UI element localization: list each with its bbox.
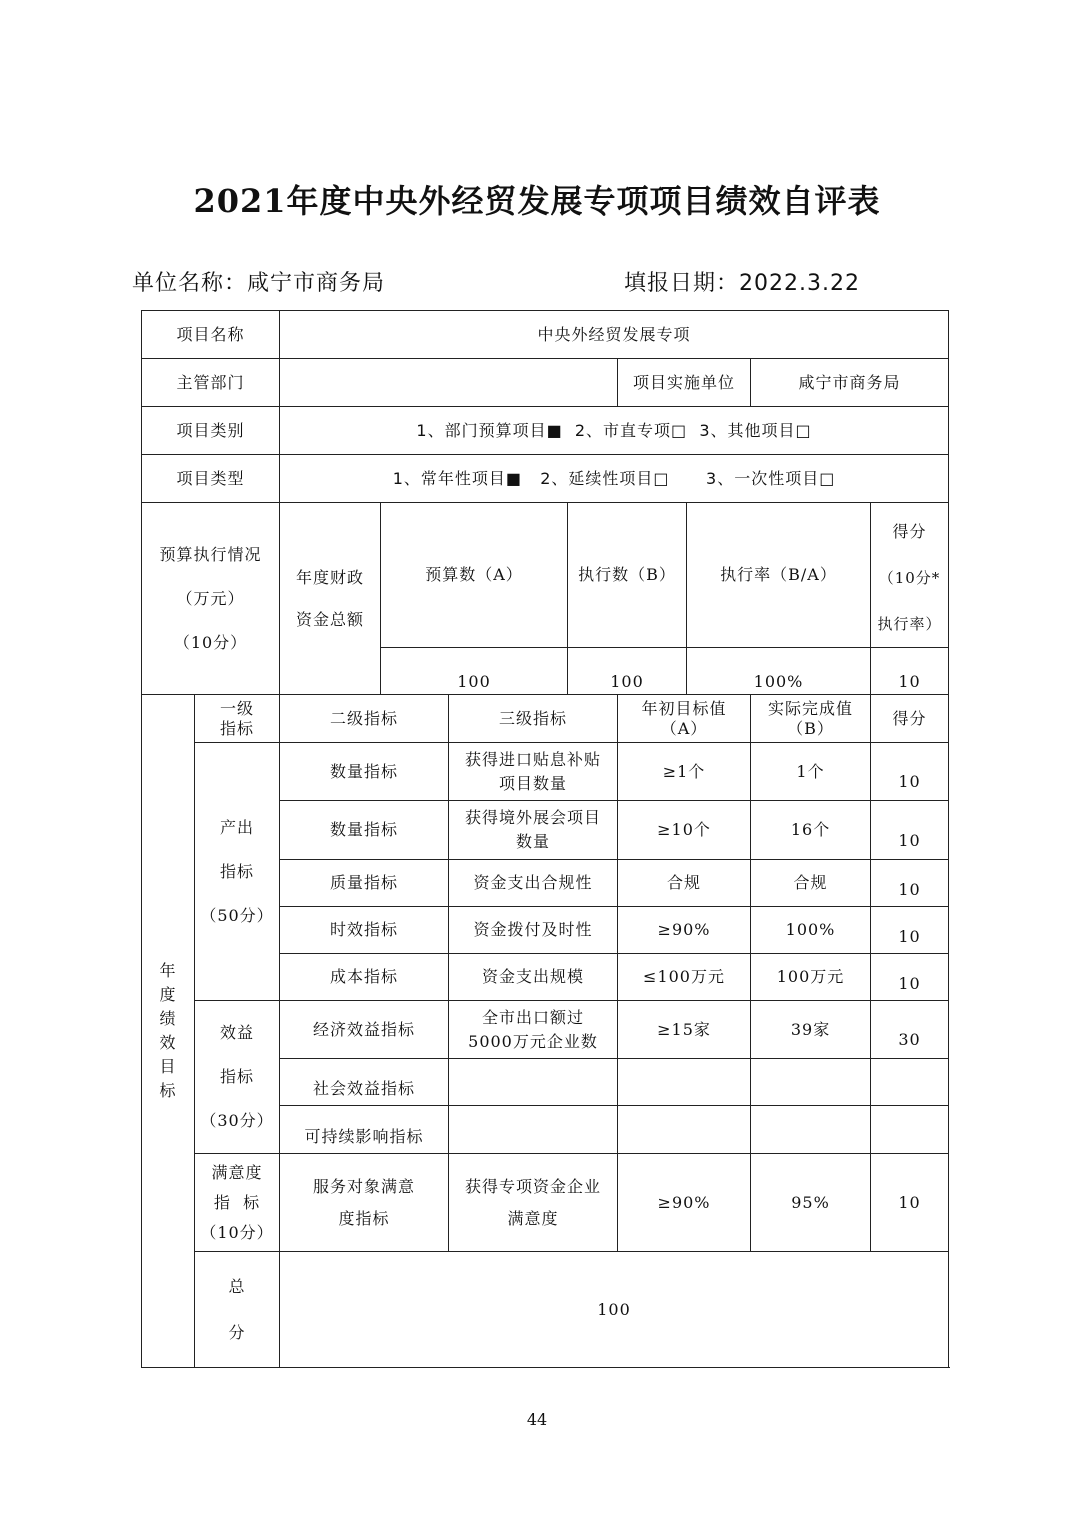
total-value: 100 — [280, 1252, 949, 1368]
row-perf-header — [142, 695, 949, 743]
department-label: 主管部门 — [142, 359, 280, 407]
type-label: 项目类型 — [142, 455, 280, 503]
benefit-label-line: （30分） — [200, 1111, 274, 1130]
level3-cell: 获得专项资金企业满意度 — [449, 1154, 618, 1252]
rate-header: 执行率（B/A） — [687, 503, 871, 648]
row-budget-header — [142, 503, 949, 648]
target-cell: ≥90% — [618, 1154, 751, 1252]
score-cell: 10 — [871, 743, 949, 801]
satisfaction-label-line: （10分） — [200, 1222, 274, 1242]
score-cell: 10 — [871, 954, 949, 1001]
score-header-line2: （10分*执行率） — [877, 569, 942, 633]
type-value: 1、常年性项目■ 2、延续性项目□ 3、一次性项目□ — [280, 455, 949, 503]
target-cell — [618, 1106, 751, 1154]
level1-header-line2: 指标 — [220, 718, 255, 738]
actual-cell: 39家 — [751, 1001, 871, 1059]
budget-label — [142, 503, 280, 695]
score-cell: 10 — [871, 801, 949, 860]
satisfaction-label-line: 满意度 — [211, 1162, 263, 1182]
actual-header — [751, 695, 871, 743]
actual-cell — [751, 1106, 871, 1154]
target-cell: ≥10个 — [618, 801, 751, 860]
satisfaction-label-line: 指 标 — [213, 1192, 261, 1212]
department-value — [280, 359, 618, 407]
benefit-label-line: 效益 — [220, 1023, 255, 1042]
unit-name: 单位名称：咸宁市商务局 — [132, 271, 386, 296]
project-name-value: 中央外经贸发展专项 — [280, 311, 949, 359]
level3-cell — [449, 1059, 618, 1106]
score-header-line1: 得分 — [892, 522, 927, 541]
level2-cell: 质量指标 — [280, 860, 449, 907]
level3-cell: 获得进口贴息补贴项目数量 — [449, 743, 618, 801]
actual-header-line1: 实际完成值 — [768, 698, 854, 718]
actual-cell: 100万元 — [751, 954, 871, 1001]
level2-cell: 成本指标 — [280, 954, 449, 1001]
level3-cell: 资金支出合规性 — [449, 860, 618, 907]
level2-cell: 社会效益指标 — [280, 1059, 449, 1106]
output-label-line: 产出 — [220, 817, 255, 837]
total-label-line1: 总 — [228, 1276, 246, 1296]
target-cell: ≥90% — [618, 907, 751, 954]
perf-side-label — [142, 695, 195, 1368]
score-value: 10 — [871, 648, 949, 695]
rate-value: 100% — [687, 648, 871, 695]
implementer-value: 咸宁市商务局 — [751, 359, 949, 407]
table-row — [142, 743, 949, 801]
benefit-label-line: 指标 — [220, 1067, 255, 1086]
fund-label-line1: 年度财政 — [296, 567, 365, 587]
level2-header: 二级指标 — [280, 695, 449, 743]
level2-cell: 服务对象满意度指标 — [280, 1154, 449, 1252]
output-indicator-label — [195, 743, 280, 1001]
score-cell: 10 — [871, 860, 949, 907]
side-char: 年 — [159, 961, 177, 980]
level3-cell — [449, 1106, 618, 1154]
table-row — [142, 1001, 949, 1059]
score-cell — [871, 1059, 949, 1106]
side-char: 度 — [159, 985, 177, 1004]
fund-label-line2: 资金总额 — [296, 609, 365, 629]
level3-cell: 全市出口额过5000万元企业数 — [449, 1001, 618, 1059]
actual-cell: 16个 — [751, 801, 871, 860]
page-title: 2021年度中央外经贸发展专项项目绩效自评表 — [193, 182, 881, 220]
target-cell: ≥1个 — [618, 743, 751, 801]
exec-header: 执行数（B） — [568, 503, 687, 648]
score-col-header: 得分 — [871, 695, 949, 743]
level2-cell: 时效指标 — [280, 907, 449, 954]
level2-cell: 经济效益指标 — [280, 1001, 449, 1059]
budget-header: 预算数（A） — [381, 503, 568, 648]
total-label-line2: 分 — [228, 1322, 246, 1342]
level2-cell: 数量指标 — [280, 801, 449, 860]
target-cell — [618, 1059, 751, 1106]
row-department — [142, 359, 949, 407]
level3-header: 三级指标 — [449, 695, 618, 743]
row-type — [142, 455, 949, 503]
side-char: 目 — [159, 1057, 177, 1076]
implementer-label: 项目实施单位 — [618, 359, 751, 407]
actual-cell — [751, 1059, 871, 1106]
row-category — [142, 407, 949, 455]
level2-cell: 可持续影响指标 — [280, 1106, 449, 1154]
side-char: 绩 — [159, 1009, 177, 1028]
output-label-line: （50分） — [200, 905, 274, 925]
score-cell: 10 — [871, 907, 949, 954]
category-value: 1、部门预算项目■ 2、市直专项□ 3、其他项目□ — [280, 407, 949, 455]
target-header-line1: 年初目标值 — [641, 698, 727, 718]
category-label: 项目类别 — [142, 407, 280, 455]
score-cell: 30 — [871, 1001, 949, 1059]
target-cell: ≤100万元 — [618, 954, 751, 1001]
budget-label-line3: （10分） — [173, 632, 248, 652]
target-header — [618, 695, 751, 743]
benefit-indicator-label — [195, 1001, 280, 1154]
level3-cell: 资金拨付及时性 — [449, 907, 618, 954]
target-header-line2: （A） — [660, 718, 708, 738]
actual-cell: 100% — [751, 907, 871, 954]
actual-header-line2: （B） — [787, 718, 834, 738]
project-name-label: 项目名称 — [142, 311, 280, 359]
target-cell: 合规 — [618, 860, 751, 907]
actual-cell: 1个 — [751, 743, 871, 801]
row-project-name — [142, 311, 949, 359]
score-cell — [871, 1106, 949, 1154]
total-label — [195, 1252, 280, 1368]
level3-cell: 获得境外展会项目数量 — [449, 801, 618, 860]
score-header — [871, 503, 949, 648]
budget-label-line1: 预算执行情况 — [159, 544, 262, 564]
fund-total-label — [280, 503, 381, 695]
evaluation-table — [141, 310, 949, 1368]
row-total — [142, 1252, 949, 1368]
table-row — [142, 1154, 949, 1252]
level3-cell: 资金支出规模 — [449, 954, 618, 1001]
score-cell: 10 — [871, 1154, 949, 1252]
page-number: 44 — [526, 1410, 548, 1429]
report-date: 填报日期：2022.3.22 — [624, 271, 860, 296]
target-cell: ≥15家 — [618, 1001, 751, 1059]
budget-label-line2: （万元） — [176, 588, 245, 608]
side-char: 标 — [159, 1081, 177, 1100]
level2-cell: 数量指标 — [280, 743, 449, 801]
actual-cell: 合规 — [751, 860, 871, 907]
satisfaction-indicator-label — [195, 1154, 280, 1252]
actual-cell: 95% — [751, 1154, 871, 1252]
level1-header — [195, 695, 280, 743]
side-char: 效 — [159, 1033, 177, 1052]
exec-value: 100 — [568, 648, 687, 695]
level1-header-line1: 一级 — [220, 698, 255, 718]
budget-value: 100 — [381, 648, 568, 695]
output-label-line: 指标 — [220, 861, 255, 881]
